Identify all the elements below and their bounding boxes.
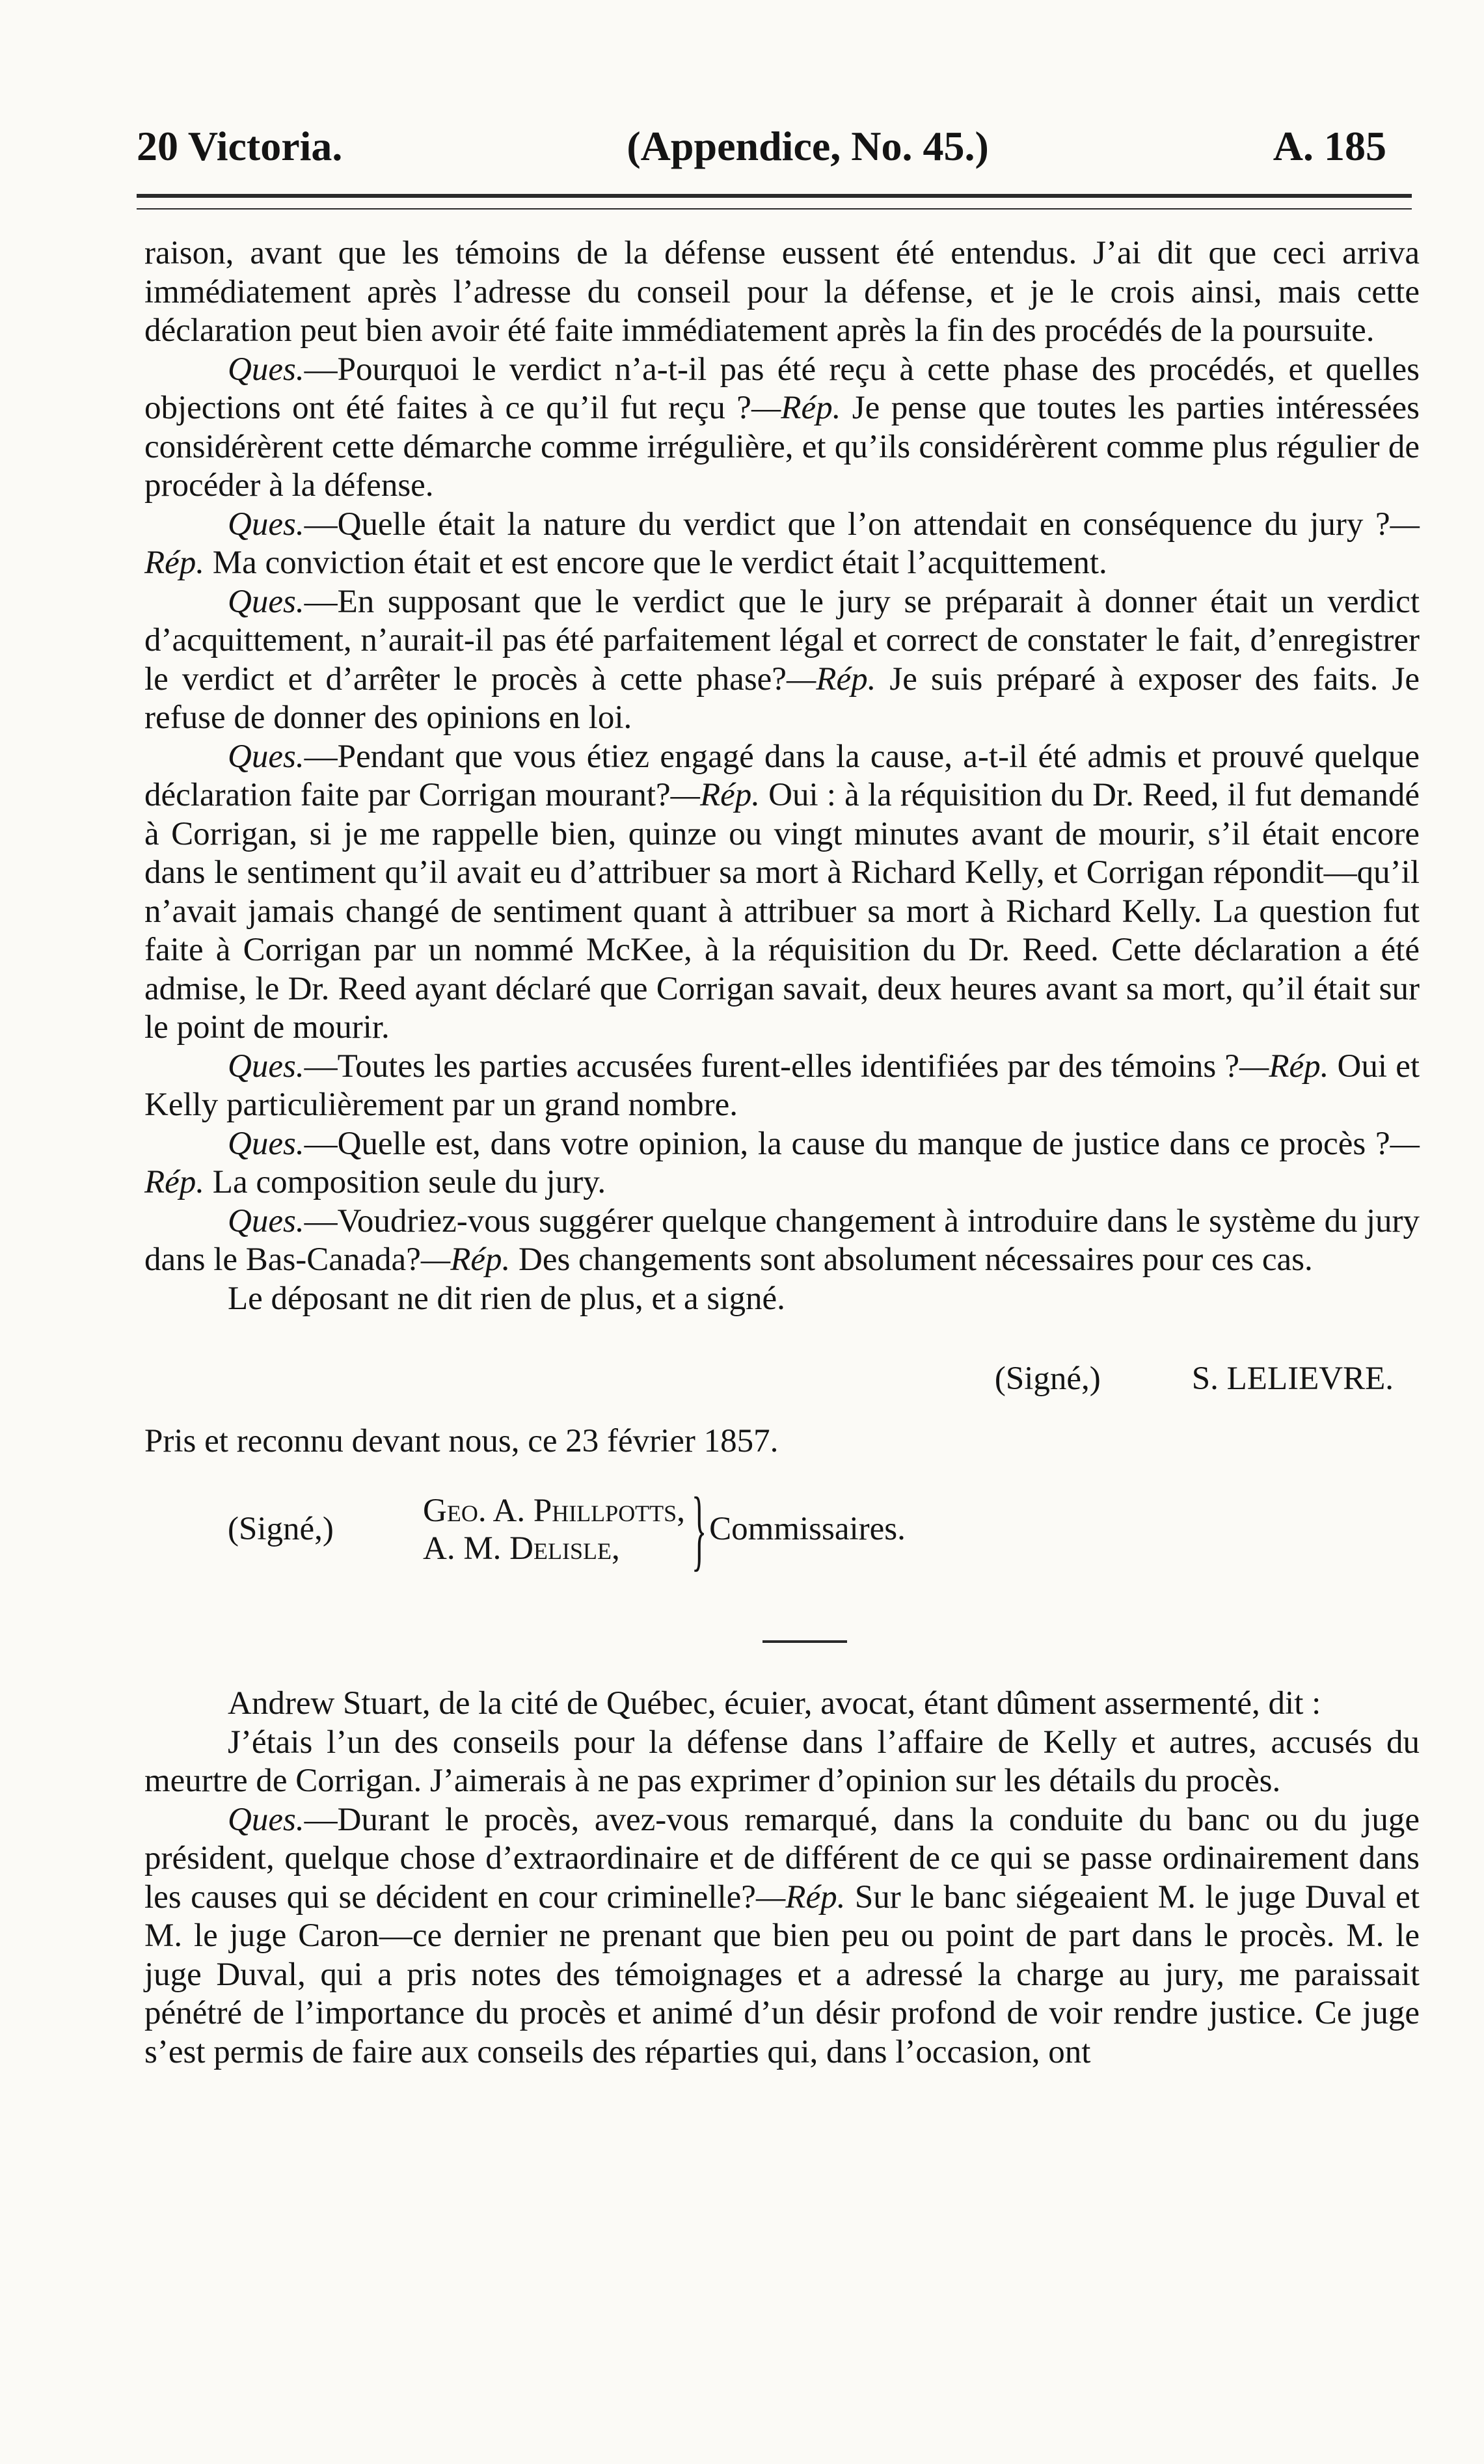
ques-label: Ques. [228,1125,304,1162]
question-text: —En supposant que le verdict que le jury se préparait à donner était un verdict d’acquittement, n’aurait-il pas été parfaitement légal et correct de constater le fait, d’enregistrer le verdict et d’arrêter le procès à cette phase? [144,583,1420,697]
question-text: —Pourquoi le verdict n’a-t-il pas été reçu à cette phase des procédés, et quelles objections ont été faites à ce qu’il fut reçu ? [144,351,1420,426]
ques-label: Ques. [228,1202,304,1239]
page-header [137,111,1386,182]
acknowledgement-line: Pris et reconnu devant nous, ce 23 février 1857. [144,1422,779,1459]
signature-label: (Signé,) [994,1361,1101,1397]
header-page-number: A. 185 [1273,123,1386,169]
page-body [144,234,1420,2072]
answer-text: Je pense que toutes les parties intéressées considérèrent cette démarche comme irrégulière, et qu’ils considérèrent comme plus régulier de procéder à la défense. [144,390,1420,504]
commissioners-title: Commissaires. [709,1511,906,1548]
rep-label: —Rép. [751,390,841,426]
question-answer-5 [144,1048,1420,1125]
ques-label: Ques. [228,583,304,620]
stuart-intro: Andrew Stuart, de la cité de Québec, écuier, avocat, étant dûment assermenté, dit : [228,1685,1321,1722]
question-text: —Quelle est, dans votre opinion, la cause du manque de justice dans ce procès ? [304,1125,1390,1162]
rep-label: —Rép. [1239,1048,1329,1085]
section-divider [762,1640,847,1643]
answer-text: Oui : à la réquisition du Dr. Reed, il fut demandé à Corrigan, si je me rappelle bien, quinze ou vingt minutes avant de mourir, s’il était encore dans le sentiment qu’il avait eu d’attribuer sa mort à Richard Kelly, et Corrigan répondit—qu’il n’avait jamais changé de sentiment quant à attribuer sa mort à Richard Kelly. La question fut faite à Corrigan par un nommé McKee, à la réquisition du Dr. Reed. Cette déclaration a été admise, le Dr. Reed ayant déclaré que Corrigan savait, deux heures avant sa mort, qu’il était sur le point de mourir. [144,777,1420,1046]
header-rule [137,194,1412,210]
question-answer-4 [144,738,1420,1048]
rep-label: —Rép. [786,660,876,697]
rep-label: —Rép. [670,777,761,813]
question-text: —Toutes les parties accusées furent-elles identifiées par des témoins ? [304,1048,1239,1085]
commissioner-name-1: Geo. A. Phillpotts, [423,1493,685,1529]
rep-label: —Rép. [755,1878,846,1916]
answer-text: Des changements sont absolument nécessaires pour ces cas. [510,1241,1313,1278]
closing-statement: Le déposant ne dit rien de plus, et a signé. [228,1280,785,1317]
commissioner-name-2: A. M. Delisle, [423,1530,620,1567]
commissioners-block [144,1479,1420,1580]
question-answer-1 [144,351,1420,506]
ques-label: Ques. [228,1048,304,1085]
header-session: 20 Victoria. [137,123,343,169]
ques-label: Ques. [228,351,304,388]
ques-label: Ques. [228,738,304,775]
signature-name: S. LELIEVRE. [1191,1361,1394,1397]
ques-label: Ques. [228,1801,304,1838]
question-text: —Voudriez-vous suggérer quelque changement à introduire dans le système du jury dans le Bas-Canada? [144,1202,1420,1278]
question-text: —Durant le procès, avez-vous remarqué, dans la conduite du banc ou du juge président, quelque chose d’extraordinaire et de différent de ce qui se passe ordinairement dans les causes qui se décident en cour criminelle? [144,1801,1420,1916]
answer-text: Je suis préparé à exposer des faits. Je refuse de donner des opinions en loi. [144,660,1420,736]
rep-label: —Rép. [420,1241,511,1278]
question-answer-8 [144,1801,1420,2072]
answer-text: Sur le banc siégeaient M. le juge Duval et M. le juge Caron—ce dernier ne prenant que bien peu ou point de part dans le procès. M. le juge Duval, qui a pris notes des témoignages et a adressé la charge au jury, me paraissait pénétré de l’importance du procès et animé d’un désir profond de voir rendre justice. Ce juge s’est permis de faire aux conseils des réparties qui, dans l’occasion, ont [144,1878,1420,2070]
deponent-signature [144,1360,1420,1399]
rep-label: —Rép. [144,506,1420,581]
question-answer-2 [144,506,1420,583]
question-text: —Quelle était la nature du verdict que l’on attendait en conséquence du jury ? [304,506,1390,543]
commissioner-names [423,1492,685,1567]
brace-mark: } [691,1479,707,1580]
stuart-paragraph: J’étais l’un des conseils pour la défense dans l’affaire de Kelly et autres, accusés du meurtre de Corrigan. J’aimerais à ne pas exprimer d’opinion sur les détails du procès. [144,1724,1420,1799]
answer-text: Ma conviction était et est encore que le verdict était l’acquittement. [204,545,1107,581]
answer-text: La composition seule du jury. [204,1164,606,1200]
question-answer-6 [144,1125,1420,1202]
answer-text: Oui et Kelly particulièrement par un grand nombre. [144,1048,1420,1123]
question-answer-7 [144,1202,1420,1280]
paragraph-continuation: raison, avant que les témoins de la défense eussent été entendus. J’ai dit que ceci arriva immédiatement après l’adresse du conseil pour la défense, et je le crois ainsi, mais cette déclaration peut bien avoir été faite immédiatement après la fin des procédés de la poursuite. [144,235,1420,349]
question-answer-3 [144,583,1420,738]
ques-label: Ques. [228,506,304,543]
question-text: —Pendant que vous étiez engagé dans la cause, a-t-il été admis et prouvé quelque déclaration faite par Corrigan mourant? [144,738,1420,813]
header-appendix: (Appendice, No. 45.) [627,123,989,169]
rep-label: —Rép. [144,1125,1420,1200]
commissioners-signature-label: (Signé,) [228,1511,334,1548]
